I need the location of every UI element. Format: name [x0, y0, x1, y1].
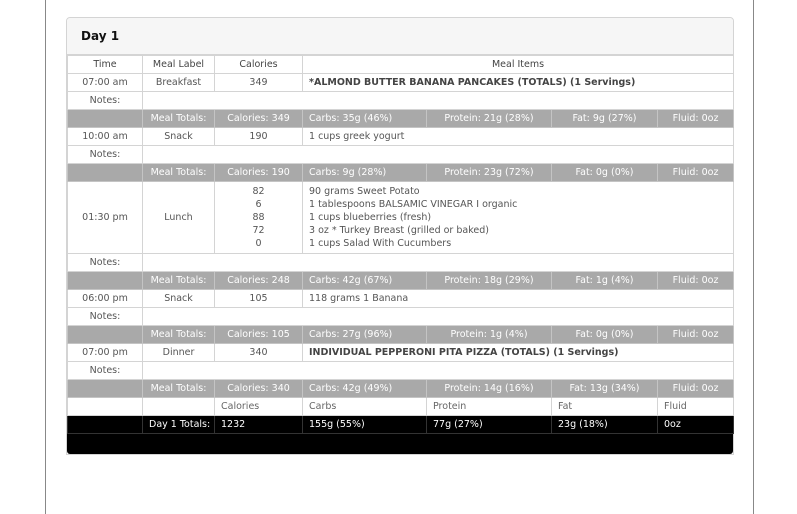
meal-totals-protein: Protein: 21g (28%) — [427, 110, 552, 128]
meal-calories: 349 — [215, 74, 303, 92]
meal-totals-fluid: Fluid: 0oz — [658, 272, 734, 290]
meal-row — [68, 290, 734, 308]
meal-item: INDIVIDUAL PEPPERONI PITA PIZZA (TOTALS) (1 Servings) — [303, 344, 734, 362]
meal-totals-carbs: Carbs: 42g (67%) — [303, 272, 427, 290]
meal-totals-fat: Fat: 0g (0%) — [552, 164, 658, 182]
notes-field[interactable] — [143, 308, 734, 326]
meal-time: 10:00 am — [68, 128, 143, 146]
meal-label: Snack — [143, 128, 215, 146]
meal-label: Breakfast — [143, 74, 215, 92]
day-totals-calories: 1232 — [215, 416, 303, 434]
meal-row — [68, 182, 734, 254]
summary-calories-header: Calories — [215, 398, 303, 416]
day-totals-carbs: 155g (55%) — [303, 416, 427, 434]
meal-totals-fat: Fat: 0g (0%) — [552, 326, 658, 344]
meal-item: 3 oz * Turkey Breast (grilled or baked) — [309, 225, 489, 236]
meal-totals-fat: Fat: 13g (34%) — [552, 380, 658, 398]
meal-totals-label: Meal Totals: — [143, 110, 215, 128]
meal-totals-row — [68, 272, 734, 290]
meal-totals-carbs: Carbs: 27g (96%) — [303, 326, 427, 344]
col-meal-label-header: Meal Label — [143, 56, 215, 74]
summary-protein-header: Protein — [427, 398, 552, 416]
meal-totals-calories: Calories: 105 — [215, 326, 303, 344]
notes-row — [68, 362, 734, 380]
meal-totals-carbs: Carbs: 9g (28%) — [303, 164, 427, 182]
meal-table — [67, 55, 734, 434]
meal-item: 118 grams 1 Banana — [303, 290, 734, 308]
meal-totals-label: Meal Totals: — [143, 380, 215, 398]
meal-row — [68, 344, 734, 362]
meal-totals-carbs: Carbs: 42g (49%) — [303, 380, 427, 398]
meal-time: 01:30 pm — [68, 182, 143, 254]
meal-totals-protein: Protein: 23g (72%) — [427, 164, 552, 182]
meal-item: 90 grams Sweet Potato — [309, 186, 420, 197]
meal-item: 1 cups Salad With Cucumbers — [309, 238, 452, 249]
item-calories: 6 — [255, 199, 262, 210]
meal-row — [68, 128, 734, 146]
day-totals-row — [68, 416, 734, 434]
meal-totals-protein: Protein: 1g (4%) — [427, 326, 552, 344]
meal-item: *ALMOND BUTTER BANANA PANCAKES (TOTALS) (1 Servings) — [303, 74, 734, 92]
item-calories: 82 — [252, 186, 265, 197]
item-calories: 72 — [252, 225, 265, 236]
meal-label: Dinner — [143, 344, 215, 362]
meal-item: 1 tablespoons BALSAMIC VINEGAR I organic — [309, 199, 518, 210]
col-calories-header: Calories — [215, 56, 303, 74]
notes-row — [68, 308, 734, 326]
meal-totals-row — [68, 164, 734, 182]
meal-totals-label: Meal Totals: — [143, 164, 215, 182]
day-totals-fluid: 0oz — [658, 416, 734, 434]
meal-row — [68, 74, 734, 92]
meal-item: 1 cups blueberries (fresh) — [309, 212, 432, 223]
meal-label: Snack — [143, 290, 215, 308]
meal-calories — [215, 182, 303, 254]
day-totals-label: Day 1 Totals: — [143, 416, 215, 434]
meal-label: Lunch — [143, 182, 215, 254]
meal-item: 1 cups greek yogurt — [303, 128, 734, 146]
page-frame-right — [753, 0, 754, 514]
notes-label: Notes: — [68, 146, 143, 164]
col-time-header: Time — [68, 56, 143, 74]
summary-fat-header: Fat — [552, 398, 658, 416]
meal-totals-calories: Calories: 248 — [215, 272, 303, 290]
day-totals-protein: 77g (27%) — [427, 416, 552, 434]
meal-totals-row — [68, 110, 734, 128]
item-calories: 88 — [252, 212, 265, 223]
notes-field[interactable] — [143, 254, 734, 272]
item-calories: 0 — [255, 238, 262, 249]
day-footer-bar — [67, 434, 733, 454]
meal-totals-label: Meal Totals: — [143, 272, 215, 290]
meal-totals-fluid: Fluid: 0oz — [658, 326, 734, 344]
meal-time: 07:00 pm — [68, 344, 143, 362]
summary-fluid-header: Fluid — [658, 398, 734, 416]
meal-totals-fat: Fat: 9g (27%) — [552, 110, 658, 128]
meal-totals-calories: Calories: 190 — [215, 164, 303, 182]
notes-row — [68, 92, 734, 110]
notes-row — [68, 146, 734, 164]
meal-totals-row — [68, 326, 734, 344]
notes-label: Notes: — [68, 362, 143, 380]
meal-totals-protein: Protein: 14g (16%) — [427, 380, 552, 398]
meal-totals-fluid: Fluid: 0oz — [658, 164, 734, 182]
meal-calories: 105 — [215, 290, 303, 308]
notes-label: Notes: — [68, 92, 143, 110]
day-totals-fat: 23g (18%) — [552, 416, 658, 434]
notes-label: Notes: — [68, 308, 143, 326]
meal-totals-row — [68, 380, 734, 398]
notes-row — [68, 254, 734, 272]
meal-totals-carbs: Carbs: 35g (46%) — [303, 110, 427, 128]
meal-totals-fluid: Fluid: 0oz — [658, 380, 734, 398]
meal-totals-calories: Calories: 349 — [215, 110, 303, 128]
meal-calories: 340 — [215, 344, 303, 362]
col-meal-items-header: Meal Items — [303, 56, 734, 74]
summary-header-row — [68, 398, 734, 416]
summary-carbs-header: Carbs — [303, 398, 427, 416]
meal-totals-label: Meal Totals: — [143, 326, 215, 344]
notes-field[interactable] — [143, 92, 734, 110]
day-card — [66, 17, 734, 455]
meal-totals-calories: Calories: 340 — [215, 380, 303, 398]
notes-field[interactable] — [143, 146, 734, 164]
meal-totals-fat: Fat: 1g (4%) — [552, 272, 658, 290]
page-frame-left — [45, 0, 46, 514]
notes-label: Notes: — [68, 254, 143, 272]
table-header-row — [68, 56, 734, 74]
day-title: Day 1 — [67, 18, 733, 55]
notes-field[interactable] — [143, 362, 734, 380]
meal-time: 07:00 am — [68, 74, 143, 92]
meal-items — [303, 182, 734, 254]
meal-totals-protein: Protein: 18g (29%) — [427, 272, 552, 290]
meal-time: 06:00 pm — [68, 290, 143, 308]
meal-calories: 190 — [215, 128, 303, 146]
meal-totals-fluid: Fluid: 0oz — [658, 110, 734, 128]
